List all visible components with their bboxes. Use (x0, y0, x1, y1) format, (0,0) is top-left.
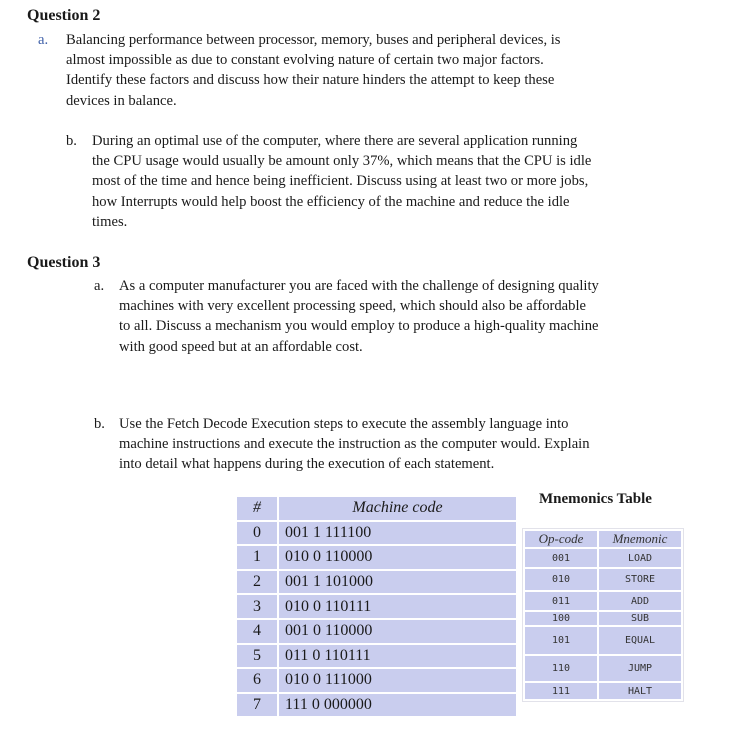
table-header-row (525, 531, 681, 547)
op-code-cell: 100 (525, 612, 597, 625)
table-row (237, 645, 516, 668)
column-header-index: # (237, 497, 279, 520)
q3b-line: into detail what happens during the execution of each statement. (119, 456, 495, 473)
op-code-cell: 110 (525, 656, 597, 681)
mnemonics-table-frame (522, 528, 684, 702)
machine-code-cell: 001 1 101000 (279, 571, 516, 594)
row-index: 4 (237, 620, 279, 643)
machine-code-cell: 010 0 111000 (279, 669, 516, 692)
table-row (237, 546, 516, 569)
table-header-row (237, 497, 516, 520)
op-code-cell: 101 (525, 627, 597, 654)
question-3-heading: Question 3 (27, 254, 101, 271)
q2a-marker: a. (38, 32, 49, 48)
q3a-line: As a computer manufacturer you are faced with the challenge of designing quality (119, 278, 599, 294)
row-index: 0 (237, 522, 279, 545)
q3a-line: to all. Discuss a mechanism you would employ to produce a high-quality machine (119, 318, 599, 335)
table-row (237, 522, 516, 545)
row-index: 1 (237, 546, 279, 569)
machine-code-cell: 001 0 110000 (279, 620, 516, 643)
table-row (525, 627, 681, 654)
row-index: 7 (237, 694, 279, 717)
q2b-marker: b. (66, 133, 77, 149)
q3a-marker: a. (94, 278, 105, 294)
table-row (237, 669, 516, 692)
question-2-heading: Question 2 (27, 7, 101, 24)
op-code-cell: 111 (525, 683, 597, 699)
q2a-line: almost impossible as due to constant evolving nature of certain two major factors. (66, 52, 544, 69)
q3b-marker: b. (94, 416, 105, 432)
table-row (237, 595, 516, 618)
mnemonic-cell: JUMP (599, 656, 681, 681)
table-row (525, 612, 681, 625)
q2a-line: devices in balance. (66, 92, 177, 109)
machine-code-cell: 011 0 110111 (279, 645, 516, 668)
q2a-text (66, 30, 691, 111)
q2b-line: times. (92, 213, 128, 230)
table-row (525, 549, 681, 567)
table-row (237, 571, 516, 594)
q3b-line: Use the Fetch Decode Execution steps to execute the assembly language into (119, 416, 569, 432)
column-header-op-code: Op-code (525, 531, 597, 547)
table-row (237, 620, 516, 643)
op-code-cell: 001 (525, 549, 597, 567)
table-row (237, 694, 516, 717)
machine-code-table (237, 495, 516, 718)
q2a-line: Identify these factors and discuss how their nature hinders the attempt to keep these (66, 72, 555, 89)
machine-code-cell: 111 0 000000 (279, 694, 516, 717)
q2a-line: Balancing performance between processor, memory, buses and peripheral devices, is (66, 32, 561, 48)
mnemonic-cell: LOAD (599, 549, 681, 567)
q3b-text (119, 414, 690, 475)
q2b-line: most of the time and hence being inefficient. Discuss using at least two or more jobs, (92, 173, 589, 190)
mnemonic-cell: ADD (599, 592, 681, 610)
q3a-line: machines with very excellent processing speed, which should also be affordable (119, 298, 586, 315)
row-index: 2 (237, 571, 279, 594)
table-row (525, 569, 681, 590)
q3a-text (119, 276, 690, 357)
table-row (525, 656, 681, 681)
machine-code-cell: 010 0 110111 (279, 595, 516, 618)
column-header-machine-code: Machine code (279, 497, 516, 520)
row-index: 3 (237, 595, 279, 618)
table-row (525, 683, 681, 699)
q2b-text (92, 131, 690, 232)
row-index: 5 (237, 645, 279, 668)
machine-code-cell: 010 0 110000 (279, 546, 516, 569)
mnemonic-cell: SUB (599, 612, 681, 625)
table-row (525, 592, 681, 610)
q3a-line: with good speed but at an affordable cost. (119, 338, 363, 355)
column-header-mnemonic: Mnemonic (599, 531, 681, 547)
mnemonic-cell: EQUAL (599, 627, 681, 654)
mnemonic-cell: STORE (599, 569, 681, 590)
mnemonics-table (523, 529, 683, 701)
q3b-line: machine instructions and execute the instruction as the computer would. Explain (119, 436, 590, 453)
q2b-line: how Interrupts would help boost the efficiency of the machine and reduce the idle (92, 193, 570, 210)
q2b-line: During an optimal use of the computer, where there are several application running (92, 133, 578, 149)
op-code-cell: 010 (525, 569, 597, 590)
q2b-line: the CPU usage would usually be amount only 37%, which means that the CPU is idle (92, 153, 592, 170)
row-index: 6 (237, 669, 279, 692)
mnemonic-cell: HALT (599, 683, 681, 699)
op-code-cell: 011 (525, 592, 597, 610)
mnemonics-table-title: Mnemonics Table (539, 491, 652, 507)
machine-code-cell: 001 1 111100 (279, 522, 516, 545)
